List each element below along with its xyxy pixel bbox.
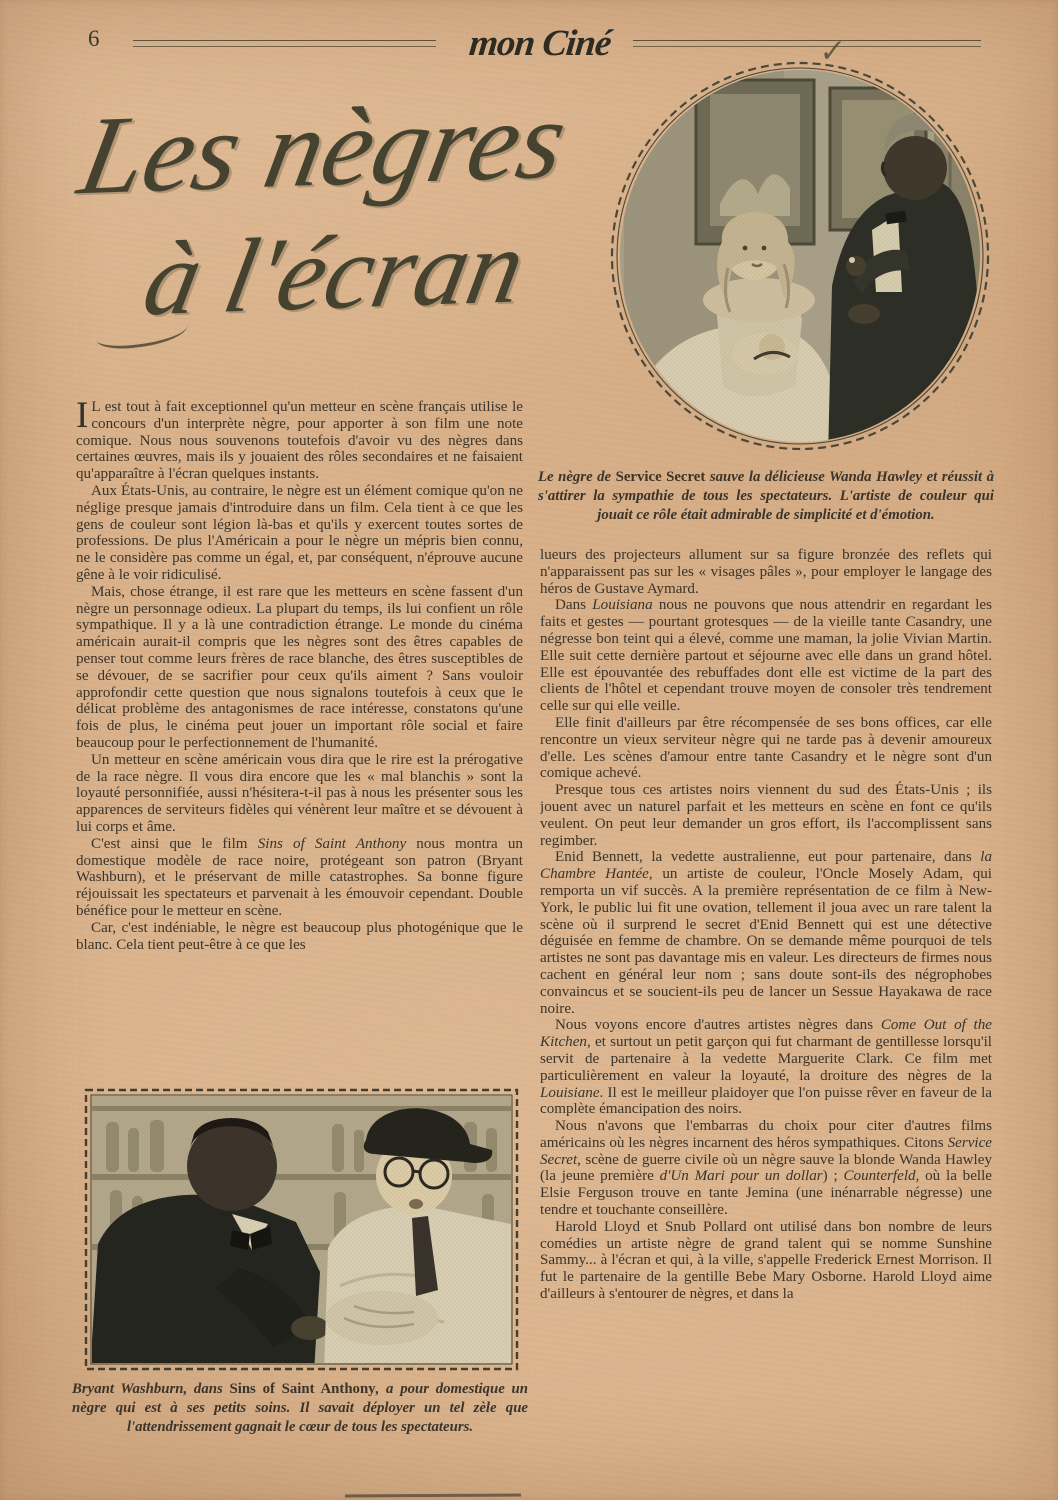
text-segment: Dans [555, 597, 593, 614]
text-segment: , où la belle Elsie Ferguson trouve en tante Jemina (une inénarrable négresse) une tendre et touchante conseillère. [540, 1168, 992, 1219]
text-segment: Service Secret [540, 1134, 992, 1168]
text-segment: L est tout à fait exceptionnel qu'un metteur en scène français utilise le concours d'un interprète nègre, pour apporter à son film une note comique. Nous nous souvenons toutefois d'avoir vu des nègres dans certaines œuvres, mais ils y jouaient des rôles secondaires et ne faisaient qu'apparaître à l'écran quelques instants. [76, 399, 523, 483]
article-column-left [76, 399, 523, 1091]
paragraph [540, 547, 992, 597]
paragraph [76, 584, 523, 752]
text-segment: nous montra un domestique modèle de race noire, protégeant son patron (Bryant Washburn), et le préservant de mille catastrophes. Sa bonne figure réjouissait les spectateurs et parvenait à les émouvoir cependant. Double bénéfice pour le metteur en scène. [76, 835, 523, 919]
text-segment: lueurs des projecteurs allument sur sa figure bronzée des reflets qui n'apparaissent pas sur les « visages pâles », pour employer le langage des héros de Gustave Aymard. [540, 547, 992, 597]
headline-swash [95, 313, 190, 351]
masthead-title: mon Ciné [467, 23, 613, 64]
drop-cap: I [76, 399, 89, 436]
page-number: 6 [88, 26, 100, 51]
text-segment: . Il est le meilleur plaidoyer que l'on puisse rêver en faveur de la complète émancipation des noirs. [540, 1084, 992, 1118]
photo-caption-bottom [72, 1380, 528, 1436]
text-segment: Sins of Saint Anthony [257, 835, 407, 852]
caption-segment: Le nègre de [538, 469, 616, 485]
text-segment: Elle finit d'ailleurs par être récompensée de ses bons offices, car elle rencontre un vieux serviteur nègre qui ne tarde pas à devenir amoureux d'elle. Les scènes d'amour entre tante Casandry et le nègre sont d'un comique achevé. [540, 714, 992, 782]
paragraph [76, 920, 523, 954]
text-segment: Louisiana [592, 597, 653, 614]
paragraph [540, 1017, 992, 1118]
paragraph [76, 752, 523, 836]
caption-segment: Service Secret [615, 469, 706, 485]
masthead-rule-right [633, 40, 981, 47]
caption-segment: , a pour domestique un nègre qui est à ses petits soins. Il savait déployer un tel zèle que l'attendrissement gagnait le cœur de tous les spectateurs. [72, 1381, 529, 1435]
text-segment: d'Un Mari pour un dollar [659, 1168, 823, 1185]
headline-line1: Les nègres [70, 77, 577, 219]
text-segment: Presque tous ces artistes noirs viennent du sud des États-Unis ; ils jouent avec un naturel parfait et les metteurs en scène en font ce qu'ils veulent. On peut leur demander un gros effort, ils l'accomplissent sans regimber. [540, 782, 992, 849]
text-segment: ) ; [822, 1168, 844, 1185]
text-segment: C'est ainsi que le film [91, 835, 258, 852]
paragraph [540, 782, 992, 849]
article-column-right [540, 547, 992, 1445]
text-segment: Nous voyons encore d'autres artistes nègres dans [555, 1017, 881, 1034]
text-segment: nous ne pouvons que nous attendrir en regardant les faits et gestes — pourtant grotesques — de la vieille tante Casandry, une négresse bon teint qui a élevé, comme une maman, la jolie Vivian Martin. Elle suit cette dernière partout et séjourne avec elle dans un grand hôtel. Elle est épouvantée des rebuffades dont elle est victime de la part des clients de l'hôtel et cependant trouve moyen de consoler très tendrement celle sur qui elle veille. [540, 597, 992, 715]
text-segment: la Chambre Hantée [540, 849, 992, 883]
text-segment: Counterfeld [843, 1168, 916, 1185]
headline-line2: à l'écran [135, 207, 534, 338]
text-segment: , un artiste de couleur, l'Oncle Mosely Adam, qui remporta un vif succès. A la première représentation de ce film à New-York, le public lui fit une ovation, tellement il joua avec un rare talent la scène où il surprend le secret d'Enid Bennett qui est une détective déguisée en femme de chambre. On se demande même pourquoi de tels artistes ne sont pas davantage mis en valeur. Les directeurs de firmes nous cachent en général leur nom ; sans doute sont-ils des négrophobes convaincus et se soucient-ils peu de lancer un Sessue Hayakawa de race noire. [540, 866, 992, 1017]
text-segment: Harold Lloyd et Snub Pollard ont utilisé dans bon nombre de leurs comédies un artiste nègre de grand talent qui se nomme Sunshine Sammy... à l'écran et qui, à la ville, s'appelle Frederick Ernest Morrison. Il fut le partenaire de la gentille Bebe Mary Osborne. Harold Lloyd aime d'ailleurs à s'entourer de nègres, et dans la [540, 1218, 992, 1303]
service-secret-scene-photo [604, 54, 996, 459]
text-segment: Un metteur en scène américain vous dira que le rire est la prérogative de la race nègre. Il vous dira encore que les « mal blanchis » sont la loyauté personnifiée, aussi n'hésitera-t-il pas à nous les présenter sous les apparences de serviteurs fidèles qui vénèrent leur maître et se dévouent à lui corps et âme. [76, 751, 523, 835]
text-segment: , et surtout un petit garçon qui fut charmant de gentillesse lorsqu'il servit de partenaire à la vedette Marguerite Clark. Ce film met particulièrement en valeur la loyauté, la droiture des nègres de la [540, 1034, 992, 1084]
text-segment: Enid Bennett, la vedette australienne, eut pour partenaire, dans [555, 849, 981, 866]
text-segment: Louisiane [540, 1084, 600, 1101]
paragraph [540, 1118, 992, 1219]
paragraph [540, 1219, 992, 1303]
pen-checkmark: ✓ [818, 33, 847, 70]
paragraph [540, 597, 992, 715]
text-segment: Nous n'avons que l'embarras du choix pour citer d'autres films américains où les nègres incarnent des héros sympathiques. Citons [540, 1118, 992, 1151]
caption-segment: Bryant Washburn, dans [72, 1381, 230, 1397]
page-edge-mark [345, 1494, 521, 1498]
text-segment: Car, c'est indéniable, le nègre est beaucoup plus photogénique que le blanc. Cela tient peut-être à ce que les [76, 919, 523, 953]
paragraph [76, 483, 523, 584]
paragraph [540, 849, 992, 1017]
sins-of-saint-anthony-scene-photo [82, 1086, 521, 1373]
caption-segment: Sins of Saint Anthony [229, 1381, 376, 1397]
caption-segment: sauve la délicieuse Wanda Hawley et réussit à s'attirer la sympathie de tous les spectateurs. L'artiste de couleur qui jouait ce rôle était admirable de simplicité et d'émotion. [538, 469, 994, 523]
text-segment: Aux États-Unis, au contraire, le nègre est un élément comique qu'on ne néglige presque jamais d'introduire dans un film. Cela tient à ce que les gens de couleur sont légion là-bas et qu'ils y exercent toutes sortes de professions. De plus l'Américain a pour le nègre un mépris bien connu, ne le considère pas comme un égal, et, par conséquent, n'éprouve aucune gêne à le voir ridiculisé. [76, 482, 523, 583]
text-segment: Come Out of the Kitchen [540, 1017, 992, 1051]
text-segment: , scène de guerre civile où un nègre sauve la blonde Wanda Hawley (la jeune première [540, 1151, 992, 1185]
photo-illustration [82, 1086, 521, 1373]
paragraph [540, 715, 992, 782]
text-segment: Mais, chose étrange, il est rare que les metteurs en scène fassent d'un nègre un personnage odieux. La plupart du temps, ils lui confient un rôle sympathique. Il y a là une contradiction étrange. Le monde du cinéma américain aurait-il compris que les nègres sont des êtres capables de penser tout comme leurs frères de race blanche, des êtres susceptibles de se dévouer, de se sacrifier pour ceux qu'ils aiment ? Sans vouloir approfondir cette question que nous signalons toutefois à ceux que le délicat problème des antagonismes de race intéresse, constatons qu'une fois de plus, le cinéma peut jouer un important rôle social et faire beaucoup pour le perfectionnement de l'humanité. [76, 583, 523, 751]
photo-caption-top [538, 468, 994, 524]
paragraph [76, 836, 523, 920]
photo-illustration [604, 54, 996, 459]
paragraph [76, 399, 523, 483]
masthead-rule-left [133, 40, 436, 47]
